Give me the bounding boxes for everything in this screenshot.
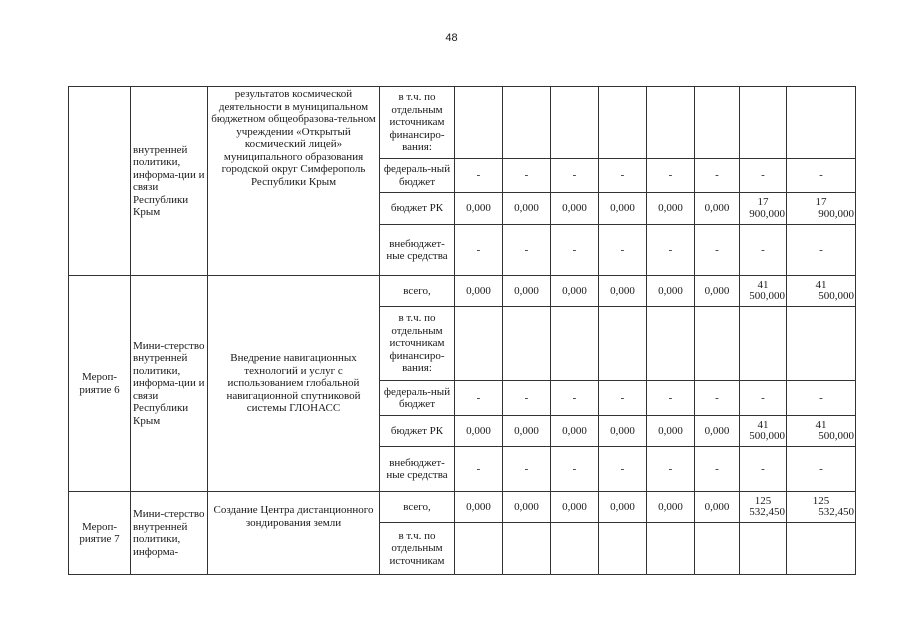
funding-source-cell: федераль-ный бюджет (380, 159, 455, 193)
value-cell (599, 87, 647, 159)
funding-source-cell: в т.ч. по отдельным источникам финансиро-вания: (380, 87, 455, 159)
value-cell: 0,000 (647, 492, 695, 523)
value-cell (551, 523, 599, 575)
value-cell (695, 87, 740, 159)
description-cell: результатов космической деятельности в муниципальном бюджетном общеобразова-тельном учреждении «Открытый космический лицей» муниципального образования городской округ Симферополь Республики Крым (208, 87, 380, 276)
funding-source-cell: бюджет РК (380, 416, 455, 447)
value-cell: - (503, 225, 551, 276)
value-cell: - (787, 159, 856, 193)
value-cell (695, 307, 740, 381)
funding-source-cell: всего, (380, 276, 455, 307)
value-cell (740, 523, 787, 575)
value-cell: 0,000 (503, 193, 551, 225)
value-line: 500,000 (749, 290, 785, 302)
value-cell: - (787, 225, 856, 276)
value-cell (740, 193, 787, 225)
value-cell (787, 492, 856, 523)
value-cell: 0,000 (599, 193, 647, 225)
value-cell: - (455, 159, 503, 193)
value-line: 532,450 (818, 506, 854, 518)
value-cell (599, 307, 647, 381)
value-cell: - (695, 159, 740, 193)
value-cell: - (503, 381, 551, 416)
value-line: 41 (815, 418, 827, 431)
measure-number-cell: Мероп-риятие 6 (69, 276, 131, 492)
value-cell (551, 87, 599, 159)
value-cell: - (551, 159, 599, 193)
executor-cell: внутренней политики, информа-ции и связи Республики Крым (131, 87, 208, 276)
value-line: 41 (757, 278, 769, 291)
value-cell: 0,000 (551, 416, 599, 447)
value-cell: - (647, 159, 695, 193)
value-cell: - (599, 225, 647, 276)
value-cell: - (695, 225, 740, 276)
value-cell: - (455, 447, 503, 492)
value-cell: - (647, 225, 695, 276)
value-cell: - (787, 447, 856, 492)
page-number: 48 (445, 32, 458, 44)
value-cell: 0,000 (695, 193, 740, 225)
value-cell: 0,000 (695, 276, 740, 307)
value-cell: 0,000 (599, 276, 647, 307)
measure-number-cell (69, 87, 131, 276)
value-cell: - (647, 447, 695, 492)
value-cell: - (551, 447, 599, 492)
value-cell (647, 523, 695, 575)
value-cell: 0,000 (455, 416, 503, 447)
executor-cell: Мини-стерство внутренней политики, информа-ции и связи Республики Крым (131, 276, 208, 492)
value-cell (740, 307, 787, 381)
value-line: 125 (754, 494, 772, 507)
value-cell: 0,000 (599, 416, 647, 447)
value-cell (695, 523, 740, 575)
value-cell (740, 416, 787, 447)
value-line: 41 (757, 418, 769, 431)
value-cell: - (695, 381, 740, 416)
executor-cell: Мини-стерство внутренней политики, информа- (131, 492, 208, 575)
value-cell: 0,000 (599, 492, 647, 523)
value-cell (787, 307, 856, 381)
value-cell (647, 87, 695, 159)
value-cell (503, 307, 551, 381)
value-cell: - (503, 447, 551, 492)
value-cell: 0,000 (695, 416, 740, 447)
value-cell (455, 87, 503, 159)
value-cell: - (503, 159, 551, 193)
value-cell: 0,000 (695, 492, 740, 523)
value-cell: - (787, 381, 856, 416)
budget-table (68, 86, 856, 575)
measure-number-cell: Мероп-риятие 7 (69, 492, 131, 575)
value-cell (551, 307, 599, 381)
value-line: 17 (815, 196, 827, 208)
value-cell: 0,000 (647, 276, 695, 307)
description-cell: Внедрение навигационных технологий и услуг с использованием глобальной навигационной спутниковой системы ГЛОНАСС (208, 276, 380, 492)
value-cell (647, 307, 695, 381)
value-line: 125 (812, 494, 830, 507)
value-cell (503, 87, 551, 159)
funding-source-cell: внебюджет-ные средства (380, 225, 455, 276)
table-body (69, 87, 856, 575)
value-line: 500,000 (749, 430, 785, 442)
value-cell (787, 416, 856, 447)
table-row (69, 276, 856, 307)
table-row (69, 492, 856, 523)
value-cell (787, 276, 856, 307)
value-cell: - (647, 381, 695, 416)
value-line: 41 (815, 278, 827, 291)
value-cell: 0,000 (455, 276, 503, 307)
value-line: 17 (757, 196, 769, 208)
value-line: 900,000 (818, 207, 854, 220)
value-cell: - (740, 381, 787, 416)
value-cell (787, 523, 856, 575)
value-cell: 0,000 (551, 492, 599, 523)
value-cell: - (740, 447, 787, 492)
value-line: 532,450 (749, 506, 785, 518)
funding-source-cell: бюджет РК (380, 193, 455, 225)
table-row (69, 87, 856, 159)
value-cell: 0,000 (647, 193, 695, 225)
funding-source-cell: всего, (380, 492, 455, 523)
value-cell: - (740, 225, 787, 276)
value-cell: - (551, 381, 599, 416)
description-cell: Создание Центра дистанционного зондирования земли (208, 492, 380, 575)
value-cell: 0,000 (647, 416, 695, 447)
value-cell (787, 87, 856, 159)
value-cell (740, 276, 787, 307)
value-cell: 0,000 (503, 416, 551, 447)
value-line: 900,000 (749, 207, 785, 220)
value-cell: - (599, 159, 647, 193)
funding-source-cell: федераль-ный бюджет (380, 381, 455, 416)
value-cell (503, 523, 551, 575)
value-cell: 0,000 (503, 492, 551, 523)
value-cell (599, 523, 647, 575)
value-cell: - (740, 159, 787, 193)
value-cell: - (455, 381, 503, 416)
value-cell: 0,000 (551, 276, 599, 307)
value-cell (740, 87, 787, 159)
value-cell: - (599, 381, 647, 416)
value-cell: 0,000 (503, 276, 551, 307)
value-cell: - (695, 447, 740, 492)
value-cell (787, 193, 856, 225)
value-cell: 0,000 (455, 193, 503, 225)
value-cell (740, 492, 787, 523)
value-cell: - (551, 225, 599, 276)
funding-source-cell: внебюджет-ные средства (380, 447, 455, 492)
value-cell: - (599, 447, 647, 492)
value-line: 500,000 (818, 290, 854, 302)
value-cell (455, 307, 503, 381)
funding-source-cell: в т.ч. по отдельным источникам (380, 523, 455, 575)
value-line: 500,000 (818, 430, 854, 442)
value-cell (455, 523, 503, 575)
value-cell: 0,000 (551, 193, 599, 225)
funding-source-cell: в т.ч. по отдельным источникам финансиро-вания: (380, 307, 455, 381)
value-cell: 0,000 (455, 492, 503, 523)
value-cell: - (455, 225, 503, 276)
